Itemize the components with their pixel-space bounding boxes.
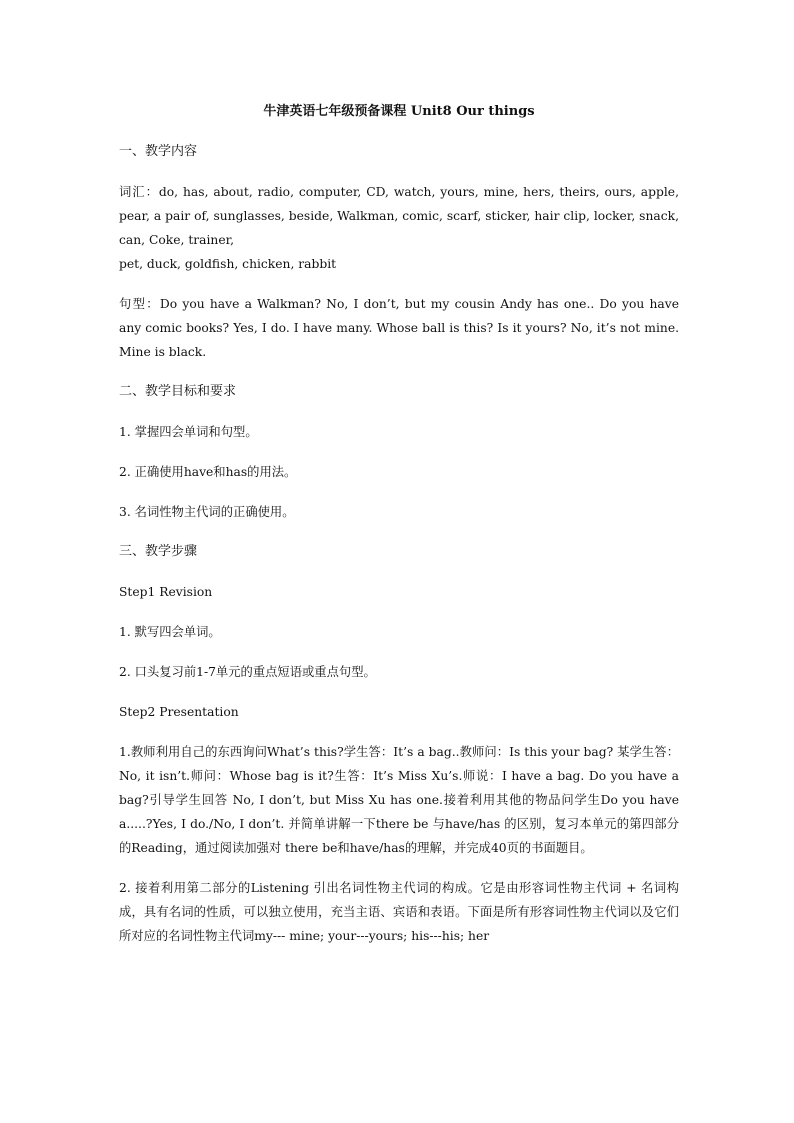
section-heading-content: 一、教学内容 [119,144,198,159]
step2-title: Step2 Presentation [119,705,239,719]
sentence-pattern-paragraph [119,292,679,364]
step1-item: 1. 默写四会单词。 [119,625,221,639]
section-heading-steps: 三、教学步骤 [119,544,198,559]
vocabulary-label: 词汇： [119,185,159,199]
goal-item: 3. 名词性物主代词的正确使用。 [119,505,295,519]
vocabulary-line [119,180,679,252]
goal-item: 1. 掌握四会单词和句型。 [119,425,258,439]
step2-paragraph-2: 2. 接着利用第二部分的Listening 引出名词性物主代词的构成。它是由形容词性物主代词 + 名词构成，具有名词的性质，可以独立使用，充当主语、宾语和表语。下面是所有形容词性物主代词以及它们所对应的名词性物主代词my--- mine; your---yours; his---his; her [119,881,679,943]
page-title: 牛津英语七年级预备课程 Unit8 Our things [263,104,535,119]
vocabulary-words: do, has, about, radio, computer, CD, watch, yours, mine, hers, theirs, ours, apple, pear, a pair of, sunglasses, beside, Walkman, comic, scarf, sticker, hair clip, locker, snack, can, Coke, trainer, [119,185,679,247]
step2-paragraph-1: 1.教师利用自己的东西询问What’s this?学生答：It’s a bag..教师问：Is this your bag? 某学生答：No, it isn’t.师问：Whose bag is it?生答：It’s Miss Xu’s.师说：I have a bag. Do you have a bag?引导学生回答 No, I don’t, but Miss Xu has one.接着利用其他的物品问学生Do you have a.....?Yes, I do./No, I don’t. 并简单讲解一下there be 与have/has 的区别，复习本单元的第四部分的Reading，通过阅读加强对 there be和have/has的理解，并完成40页的书面题目。 [119,745,679,855]
sentence-label: 句型： [119,297,160,311]
step1-item: 2. 口头复习前1-7单元的重点短语或重点句型。 [119,665,376,679]
section-heading-goals: 二、教学目标和要求 [119,384,237,399]
step1-title: Step1 Revision [119,585,213,599]
vocabulary-paragraph [119,180,679,276]
goal-item: 2. 正确使用have和has的用法。 [119,465,297,479]
sentence-text: Do you have a Walkman? No, I don’t, but my cousin Andy has one.. Do you have any comic books? Yes, I do. I have many. Whose ball is this? Is it yours? No, it’s not mine. Mine is black. [119,297,679,359]
vocabulary-line-2: pet, duck, goldfish, chicken, rabbit [119,257,337,271]
document-page [119,100,679,964]
